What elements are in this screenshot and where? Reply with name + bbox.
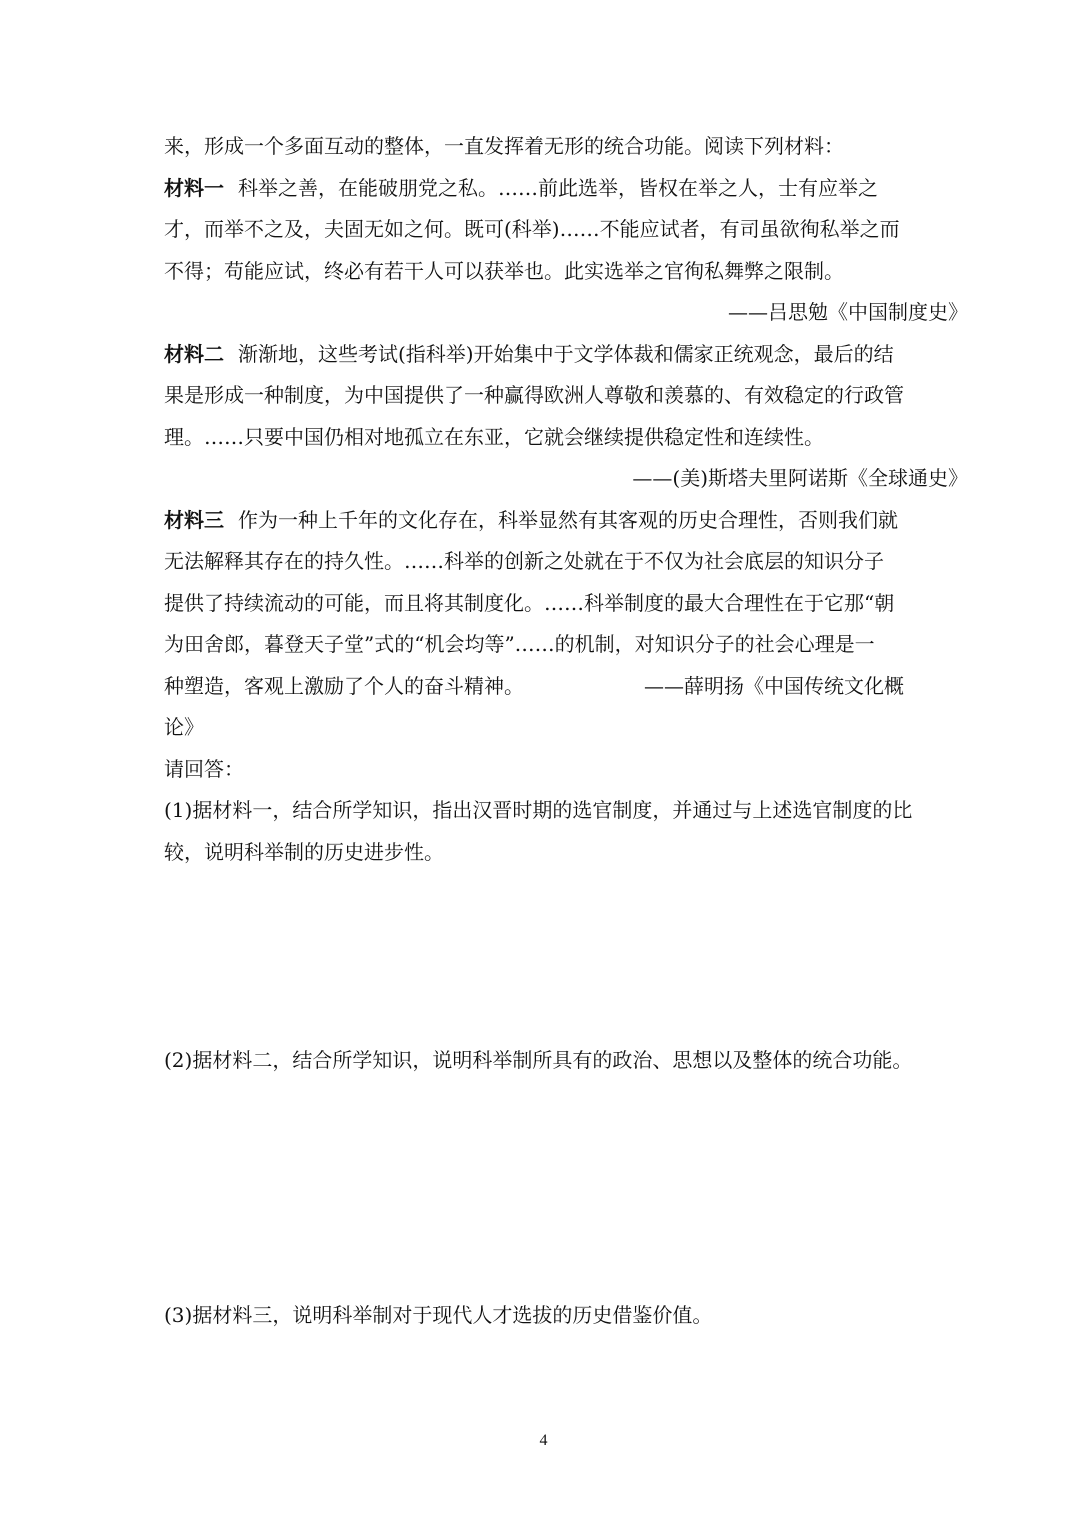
material3-attribution: ——薛明扬《中国传统文化概 (644, 673, 904, 698)
material3-text-1: 作为一种上千年的文化存在，科举显然有其客观的历史合理性，否则我们就 (238, 507, 898, 532)
material3-line1 (164, 500, 970, 542)
material1-label: 材料一 (164, 175, 224, 200)
material3-text-3: 提供了持续流动的可能，而且将其制度化。……科举制度的最大合理性在于它那“朝 (164, 590, 895, 615)
question-1-line2: 较，说明科举制的历史进步性。 (164, 839, 444, 864)
material3-text-2: 无法解释其存在的持久性。……科举的创新之处就在于不仅为社会底层的知识分子 (164, 549, 884, 573)
material1-text-2: 才，而举不之及，夫固无如之何。既可(科举)……不能应试者，有司虽欲徇私举之而 (164, 217, 900, 241)
material3-text-5-body: 种塑造，客观上激励了个人的奋斗精神。 (164, 673, 524, 698)
material2-text-1: 渐渐地，这些考试(指科举)开始集中于文学体裁和儒家正统观念，最后的结 (238, 341, 894, 366)
material2-text-2: 果是形成一种制度，为中国提供了一种赢得欧洲人尊敬和羡慕的、有效稳定的行政管 (164, 383, 904, 407)
question-1-line1: (1)据材料一，结合所学知识，指出汉晋时期的选官制度，并通过与上述选官制度的比 (164, 798, 913, 822)
material2-line1 (164, 334, 970, 376)
material2-text-3: 理。……只要中国仍相对地孤立在东亚，它就会继续提供稳定性和连续性。 (164, 424, 824, 449)
answer-prompt: 请回答： (164, 756, 244, 781)
material3-text-5 (164, 666, 970, 708)
materials-section (164, 126, 970, 873)
material3-attribution-wrap: 论》 (164, 715, 204, 739)
material2-label: 材料二 (164, 341, 224, 366)
material1-text-1: 科举之善，在能破朋党之私。……前此选举，皆权在举之人，士有应举之 (238, 175, 878, 200)
page-number: 4 (539, 1432, 548, 1449)
material3-label: 材料三 (164, 507, 224, 532)
material1-attribution: ——吕思勉《中国制度史》 (728, 300, 968, 324)
material1-text-3: 不得；苟能应试，终必有若干人可以获举也。此实选举之官徇私舞弊之限制。 (164, 258, 844, 283)
material3-text-4: 为田舍郎，暮登天子堂”式的“机会均等”……的机制，对知识分子的社会心理是一 (164, 632, 875, 656)
material2-attribution: ——(美)斯塔夫里阿诺斯《全球通史》 (632, 466, 968, 490)
material1-line1 (164, 168, 970, 210)
question-2: (2)据材料二，结合所学知识，说明科举制所具有的政治、思想以及整体的统合功能。 (164, 1048, 913, 1072)
intro-text: 来，形成一个多面互动的整体，一直发挥着无形的统合功能。阅读下列材料： (164, 134, 844, 158)
question-3: (3)据材料三，说明科举制对于现代人才选拔的历史借鉴价值。 (164, 1303, 713, 1327)
